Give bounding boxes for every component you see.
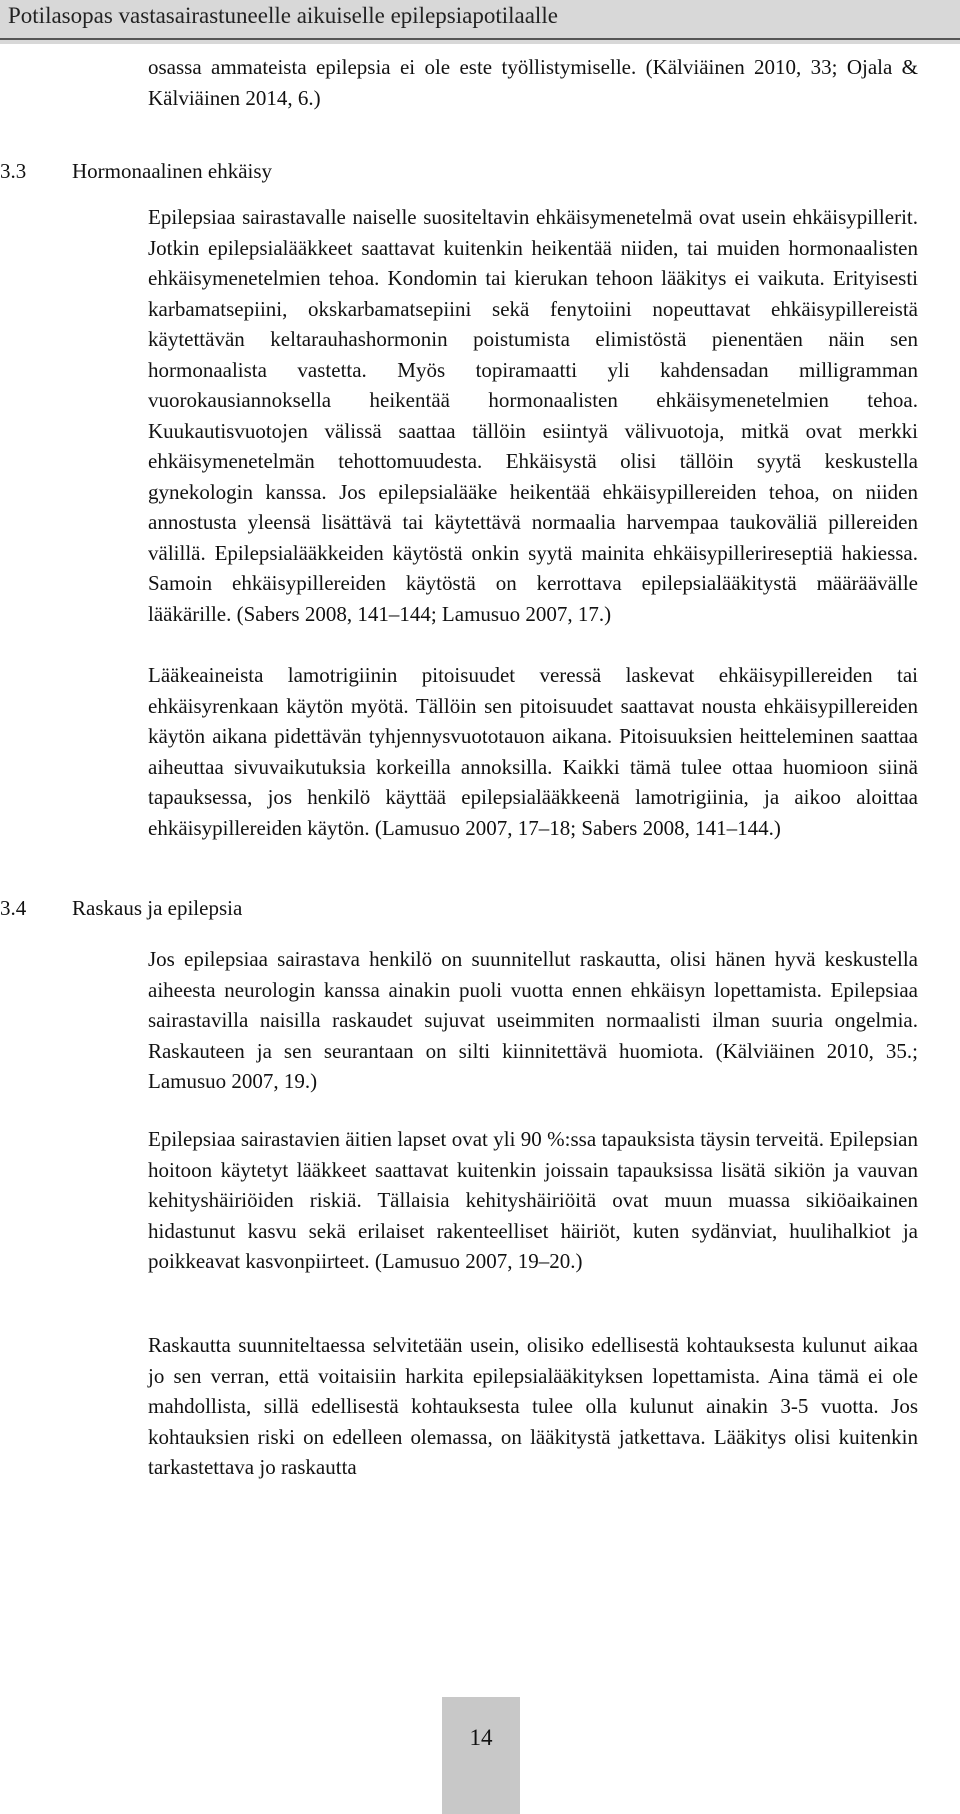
section-3-3-paragraph-1 [148, 202, 918, 629]
section-3-3-paragraph-2 [148, 660, 918, 843]
section-heading-3-3 [0, 156, 272, 186]
section-number: 3.4 [0, 896, 27, 920]
section-heading-3-4 [0, 893, 242, 923]
intro-paragraph [148, 52, 918, 113]
intro-text: osassa ammateista epilepsia ei ole este työllistymiselle. (Kälviäinen 2010, 33; Ojala & Kälviäinen 2014, 6.) [148, 55, 918, 110]
section-title: Raskaus ja epilepsia [72, 896, 243, 920]
page-number: 14 [469, 1725, 493, 1750]
page-number-box [442, 1697, 520, 1814]
section-3-4-paragraph-1 [148, 944, 918, 1097]
running-header [0, 0, 960, 44]
paragraph-text: Jos epilepsiaa sairastava henkilö on suunnitellut raskautta, olisi hänen hyvä keskustella aiheesta neurologin kanssa ainakin puoli vuotta ennen ehkäisyn lopettamista. Epilepsiaa sairastavilla naisilla raskaudet sujuvat useimmiten normaalisti ilman suuria ongelmia. Raskauteen ja sen seurantaan on silti kiinnitettävä huomiota. (Kälviäinen 2010, 35.; Lamusuo 2007, 19.) [148, 947, 918, 1093]
paragraph-text: Lääkeaineista lamotrigiinin pitoisuudet veressä laskevat ehkäisypillereiden tai ehkäisyrenkaan käytön myötä. Tällöin sen pitoisuudet saattavat nousta ehkäisypillereiden käytön aikana pidettävän tyhjennysvuototauon aikana. Pitoisuuksien heitteleminen saattaa aiheuttaa sivuvaikutuksia korkeilla annoksilla. Kaikki tämä tulee ottaa huomioon siinä tapauksessa, jos henkilö käyttää epilepsialääkkeenä lamotrigiinia, ja aikoo aloittaa ehkäisypillereiden käytön. (Lamusuo 2007, 17–18; Sabers 2008, 141–144.) [148, 663, 918, 840]
paragraph-text: Epilepsiaa sairastavien äitien lapset ovat yli 90 %:ssa tapauksista täysin terveitä. Epilepsian hoitoon käytetyt lääkkeet saattavat kuitenkin joissain tapauksissa lisätä sikiön ja vauvan kehityshäiriöiden riskiä. Tällaisia kehityshäiriöitä ovat muun muassa sikiöaikainen hidastunut kasvu sekä erilaiset rakenteelliset häiriöt, kuten sydänviat, huulihalkiot ja poikkeavat kasvonpiirteet. (Lamusuo 2007, 19–20.) [148, 1127, 918, 1273]
section-3-4-paragraph-2 [148, 1124, 918, 1277]
header-divider [0, 38, 960, 40]
paragraph-text: Epilepsiaa sairastavalle naiselle suositeltavin ehkäisymenetelmä ovat usein ehkäisypillerit. Jotkin epilepsialääkkeet saattavat kuitenkin heikentää niiden, tai muiden hormonaalisten ehkäisymenetelmien tehoa. Kondomin tai kierukan tehoon lääkitys ei vaikuta. Erityisesti karbamatsepiini, okskarbamatsepiini sekä fenytoiini nopeuttavat ehkäisypillereistä käytettävän keltarauhashormonin poistumista elimistöstä pienentäen näin sen hormonaalista vastetta. Myös topiramaatti yli kahdensadan milligramman vuorokausiannoksella heikentää hormonaalisten ehkäisymenetelmien tehoa. Kuukautisvuotojen välissä saattaa tällöin esiintyä välivuotoja, mitkä ovat merkki ehkäisymenetelmän tehottomuudesta. Ehkäisystä olisi tällöin syytä keskustella gynekologin kanssa. Jos epilepsialääke heikentää ehkäisypillereiden tehoa, on niiden annostusta yleensä lisättävä tai käytettävä normaalia harvempaa taukoväliä pillereiden välillä. Epilepsialääkkeiden käytöstä onkin syytä mainita ehkäisypillerireseptiä hakiessa. Samoin ehkäisypillereiden käytöstä on kerrottava epilepsialääkitystä määräävälle lääkärille. (Sabers 2008, 141–144; Lamusuo 2007, 17.) [148, 205, 918, 626]
paragraph-text: Raskautta suunniteltaessa selvitetään usein, olisiko edellisestä kohtauksesta kulunut aikaa jo sen verran, että voitaisiin harkita epilepsialääkityksen lopettamista. Aina tämä ei ole mahdollista, sillä edellisestä kohtauksesta tulee olla kulunut ainakin 3-5 vuotta. Jos kohtauksien riski on edelleen olemassa, on lääkitystä jatkettava. Lääkitys olisi kuitenkin tarkastettava jo raskautta [148, 1333, 918, 1479]
section-title: Hormonaalinen ehkäisy [72, 159, 273, 183]
header-title: Potilasopas vastasairastuneelle aikuiselle epilepsiapotilaalle [8, 3, 558, 28]
section-number: 3.3 [0, 159, 27, 183]
section-3-4-paragraph-3 [148, 1330, 918, 1483]
